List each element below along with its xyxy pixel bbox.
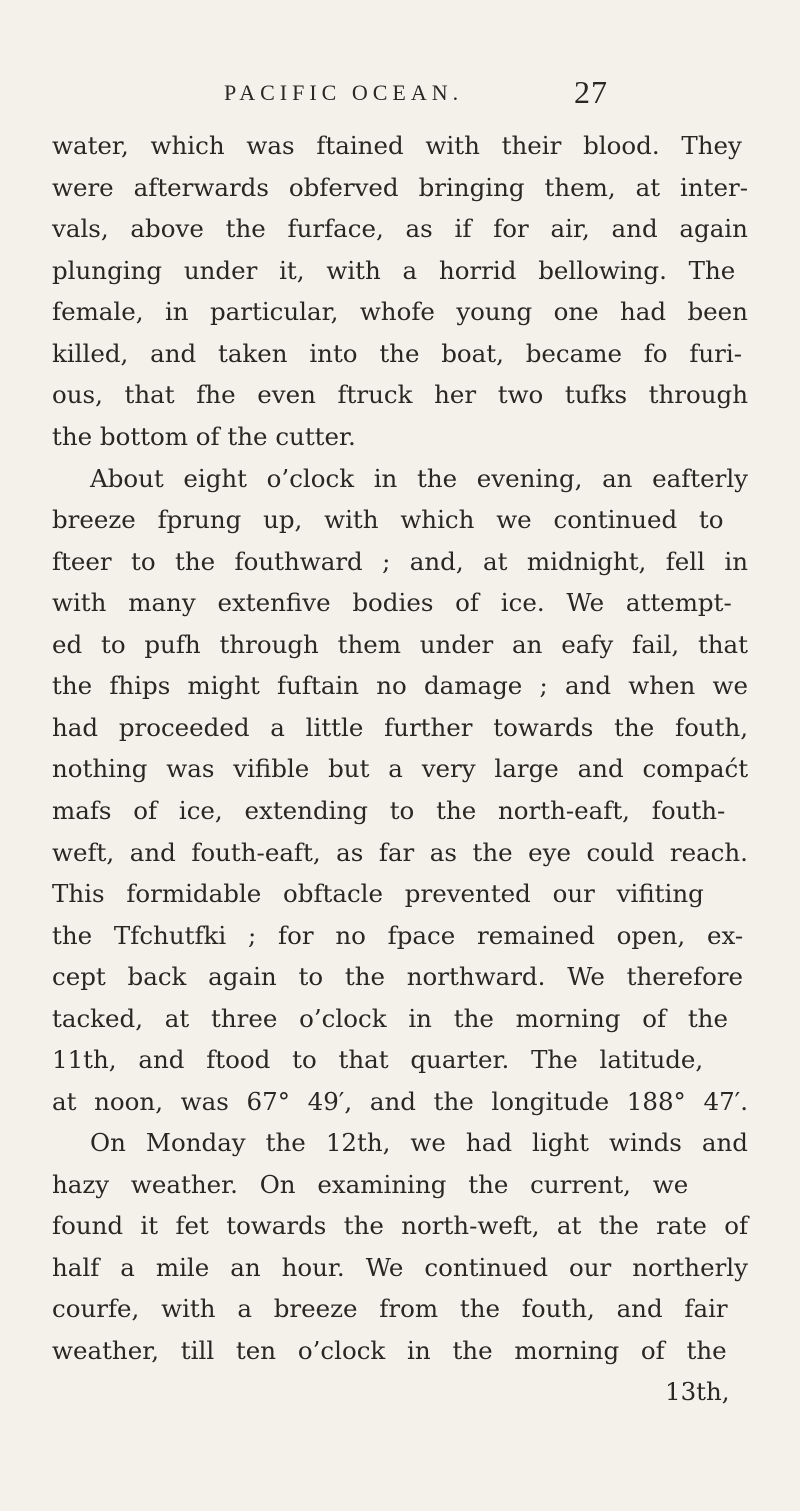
text-line: courfe, with a breeze from the fouth, and fair <box>52 1294 728 1323</box>
text-line: ous, that fhe even ftruck her two tufks through <box>52 380 749 409</box>
text-line: hazy weather. On examining the current, we <box>52 1170 689 1199</box>
text-line: weather, till ten o’clock in the morning of the <box>52 1336 727 1365</box>
text-line: the fhips might fuftain no damage ; and when we <box>52 671 748 700</box>
catchword: 13th, <box>665 1377 730 1406</box>
text-line: breeze fprung up, with which we continued to <box>52 505 724 534</box>
text-line: fteer to the fouthward ; and, at midnight, fell in <box>52 547 748 576</box>
text-line: On Monday the 12th, we had light winds and <box>90 1128 748 1157</box>
text-line: mafs of ice, extending to the north-eaft, fouth- <box>52 796 726 825</box>
text-line: nothing was vifible but a very large and compaćt <box>52 754 749 783</box>
text-line: at noon, was 67° 49′, and the longitude 188° 47′. <box>52 1087 749 1116</box>
text-line: killed, and taken into the boat, became fo furi- <box>52 339 743 368</box>
text-line: the bottom of the cutter. <box>52 422 356 451</box>
text-line: About eight o’clock in the evening, an eafterly <box>90 464 749 493</box>
page-number: 27 <box>574 74 608 110</box>
text-line: vals, above the furface, as if for air, and again <box>52 214 748 243</box>
text-line: 11th, and ftood to that quarter. The latitude, <box>52 1045 704 1074</box>
text-line: had proceeded a little further towards the fouth, <box>52 713 749 742</box>
text-line: cept back again to the northward. We therefore <box>52 962 744 991</box>
text-line: This formidable obftacle prevented our vifiting <box>52 879 704 908</box>
text-line: were afterwards obferved bringing them, at inter- <box>52 173 748 202</box>
text-line: with many extenfive bodies of ice. We attempt- <box>52 588 732 617</box>
text-line: half a mile an hour. We continued our northerly <box>52 1253 748 1282</box>
running-head-title: PACIFIC OCEAN. <box>224 80 464 105</box>
text-line: ed to pufh through them under an eafy fail, that <box>52 630 749 659</box>
text-line: female, in particular, whofe young one had been <box>52 297 748 326</box>
text-line: tacked, at three o’clock in the morning of the <box>52 1004 728 1033</box>
text-line: water, which was ftained with their blood. They <box>52 131 742 160</box>
text-line: the Tfchutfki ; for no fpace remained open, ex- <box>52 921 744 950</box>
text-line: found it fet towards the north-weft, at the rate of <box>52 1211 749 1240</box>
text-line: weft, and fouth-eaft, as far as the eye could reach. <box>52 838 748 867</box>
text-line: plunging under it, with a horrid bellowing. The <box>52 256 736 285</box>
